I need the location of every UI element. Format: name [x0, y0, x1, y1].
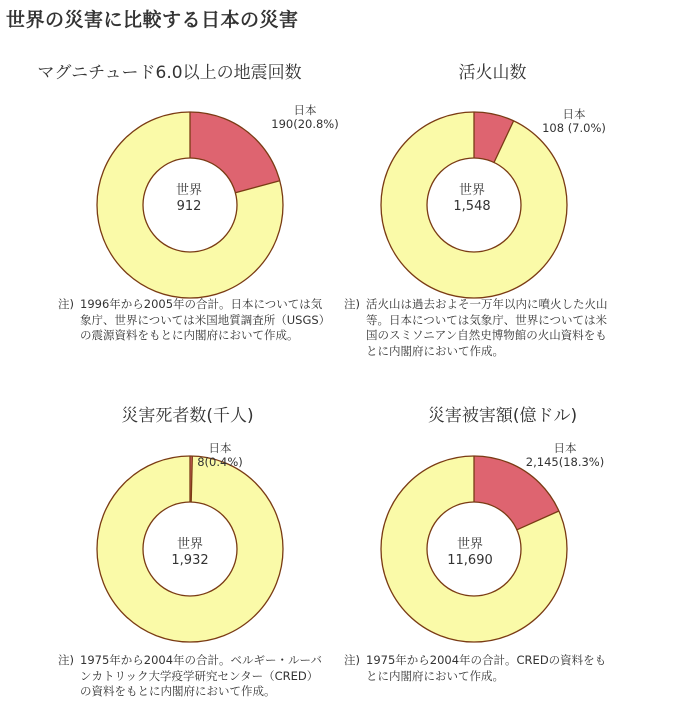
japan-value: 190(20.8%) — [271, 117, 339, 131]
japan-value: 108 (7.0%) — [542, 121, 606, 135]
world-name: 世界 — [176, 537, 203, 552]
note-prefix: 注) — [58, 297, 74, 311]
note-text: 1975年から2004年の合計。ベルギー・ルーバンカトリック大学疫学研究センター（CRED）の資料をもとに内閣府において作成。 — [80, 653, 322, 698]
chart-title: 災害死者数(千人) — [121, 406, 254, 426]
note-text: 1996年から2005年の合計。日本については気象庁、世界については米国地質調査所（USGS）の震源資料をもとに内閣府において作成。 — [80, 297, 325, 342]
page-title: 世界の災害に比較する日本の災害 — [6, 9, 299, 31]
note-text: 活火山は過去およそ一万年以内に噴火した火山等。日本については気象庁、世界については米国のスミソニアン自然史博物館の火山資料をもとに内閣府において作成。 — [366, 297, 608, 358]
chart-panel-damage — [339, 345, 678, 685]
donut-chart — [0, 345, 339, 645]
world-value: 1,932 — [171, 553, 209, 568]
japan-label — [170, 441, 270, 469]
world-center-label — [160, 537, 220, 569]
chart-panel-volcanoes — [339, 0, 678, 358]
chart-panel-earthquakes — [0, 0, 339, 340]
note-text: 1975年から2004年の合計。CREDの資料をもとに内閣府において作成。 — [366, 653, 607, 683]
note-prefix: 注) — [58, 653, 74, 667]
chart-title: マグニチュード6.0以上の地震回数 — [37, 63, 302, 83]
world-center-label — [442, 183, 502, 215]
world-value: 912 — [176, 199, 202, 214]
note-prefix: 注) — [344, 297, 360, 311]
world-name: 世界 — [175, 183, 202, 198]
chart-panel-deaths — [0, 345, 339, 698]
world-name: 世界 — [458, 183, 485, 198]
donut-chart — [339, 0, 678, 300]
donut-chart — [339, 345, 678, 645]
japan-value: 2,145(18.3%) — [525, 455, 605, 469]
note-prefix: 注) — [344, 653, 360, 667]
japan-value: 8(0.4%) — [197, 455, 243, 469]
chart-title: 災害被害額(億ドル) — [427, 406, 578, 426]
japan-label — [524, 107, 624, 135]
japan-name: 日本 — [293, 103, 317, 117]
world-center-label — [159, 183, 219, 215]
world-value: 1,548 — [453, 199, 491, 214]
world-center-label — [435, 537, 505, 569]
japan-name: 日本 — [553, 441, 577, 455]
japan-name: 日本 — [562, 107, 586, 121]
japan-name: 日本 — [208, 441, 232, 455]
donut-chart — [0, 0, 339, 300]
world-name: 世界 — [456, 537, 483, 552]
japan-label — [515, 441, 615, 469]
chart-title: 活火山数 — [458, 63, 527, 83]
world-value: 11,690 — [447, 553, 493, 568]
